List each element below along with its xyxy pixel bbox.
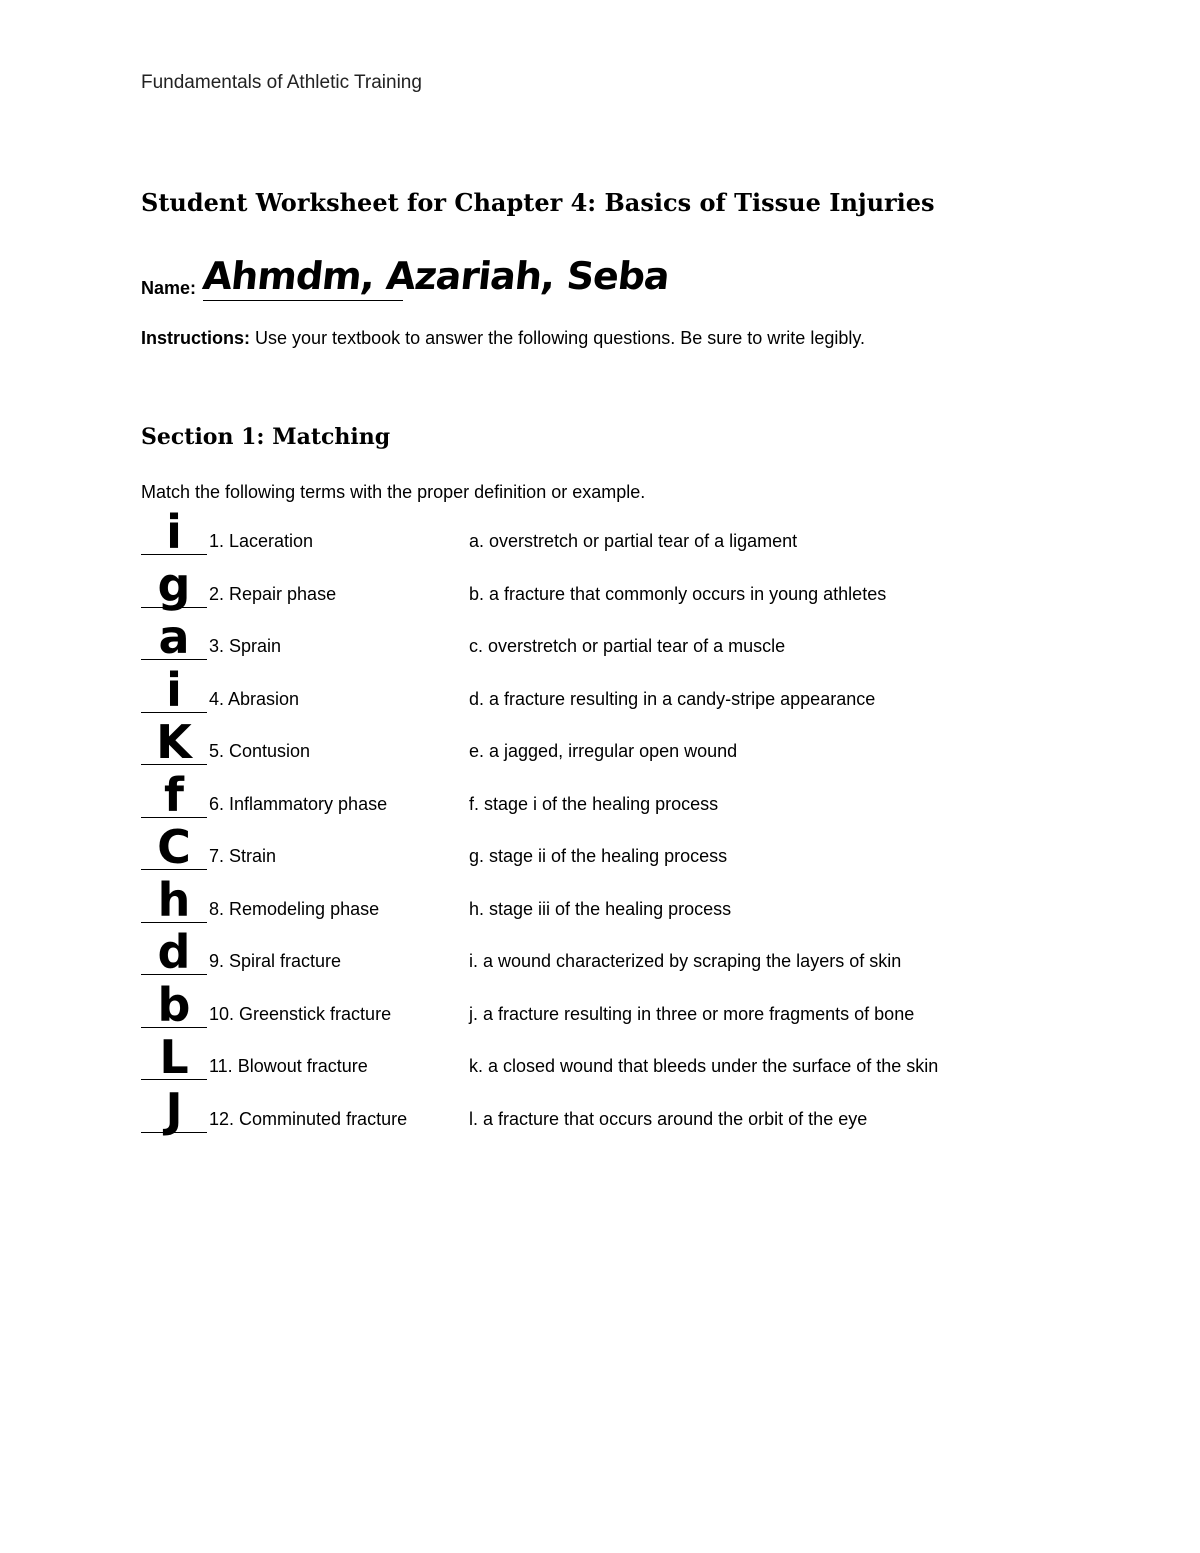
term: 10. Greenstick fracture: [209, 1003, 392, 1024]
definition: a. overstretch or partial tear of a ligament: [469, 531, 798, 551]
definition: h. stage iii of the healing process: [469, 898, 732, 919]
term: 12. Comminuted fracture: [209, 1108, 408, 1129]
term: 5. Contusion: [209, 741, 311, 761]
matching-row: [141, 872, 1041, 931]
term: 4. Abrasion: [209, 688, 300, 709]
matching-list: [141, 505, 1041, 1140]
matching-row: [141, 662, 1041, 721]
name-row: [141, 254, 741, 314]
definition: l. a fracture that occurs around the orbit of the eye: [469, 1108, 868, 1129]
term: 1. Laceration: [209, 531, 314, 551]
definition: d. a fracture resulting in a candy-stripe appearance: [469, 688, 876, 709]
matching-intro: Match the following terms with the proper definition or example.: [141, 482, 646, 502]
handwritten-answer: d: [157, 925, 191, 979]
section-title: Section 1: Matching: [141, 424, 391, 450]
matching-row: [141, 610, 1041, 668]
definition: f. stage i of the healing process: [469, 793, 719, 814]
instructions-label: Instructions:: [141, 328, 251, 348]
handwritten-answer: i: [166, 662, 182, 717]
handwritten-answer: i: [166, 505, 182, 559]
instructions-text: Use your textbook to answer the following questions. Be sure to write legibly.: [255, 328, 866, 348]
matching-row: [141, 1082, 1041, 1141]
matching-row: [141, 925, 1041, 983]
handwritten-answer: J: [165, 1082, 183, 1137]
term: 8. Remodeling phase: [209, 898, 380, 919]
matching-row: [141, 1030, 1041, 1088]
term: 2. Repair phase: [209, 583, 337, 604]
matching-row: [141, 767, 1041, 826]
matching-row: [141, 557, 1041, 616]
handwritten-answer: K: [156, 715, 192, 769]
worksheet-title: Student Worksheet for Chapter 4: Basics of Tissue Injuries: [141, 188, 935, 217]
handwritten-answer: b: [157, 977, 191, 1032]
definition: e. a jagged, irregular open wound: [469, 741, 738, 761]
handwritten-answer: a: [158, 610, 190, 664]
term: 11. Blowout fracture: [209, 1056, 368, 1076]
name-label: Name:: [141, 278, 197, 298]
instructions: [141, 328, 865, 349]
definition: c. overstretch or partial tear of a muscle: [469, 636, 786, 656]
handwritten-answer: L: [159, 1030, 189, 1084]
definition: b. a fracture that commonly occurs in young athletes: [469, 583, 887, 604]
handwritten-answer: g: [157, 557, 191, 612]
handwritten-name: Ahmdm, Azariah, Seba: [200, 254, 672, 298]
handwritten-answer: h: [157, 872, 191, 927]
matching-row: [141, 977, 1041, 1036]
matching-row: [141, 505, 1041, 563]
page-header: Fundamentals of Athletic Training: [141, 72, 422, 93]
matching-row: [141, 820, 1041, 878]
term: 9. Spiral fracture: [209, 951, 342, 971]
term: 6. Inflammatory phase: [209, 793, 388, 814]
definition: j. a fracture resulting in three or more fragments of bone: [469, 1003, 915, 1024]
definition: i. a wound characterized by scraping the layers of skin: [469, 951, 902, 971]
definition: k. a closed wound that bleeds under the surface of the skin: [469, 1056, 939, 1076]
handwritten-answer: C: [157, 820, 191, 874]
handwritten-answer: f: [163, 767, 184, 822]
name-underline: [203, 300, 403, 301]
term: 7. Strain: [209, 846, 277, 866]
matching-row: [141, 715, 1041, 773]
definition: g. stage ii of the healing process: [469, 846, 728, 866]
term: 3. Sprain: [209, 636, 282, 656]
